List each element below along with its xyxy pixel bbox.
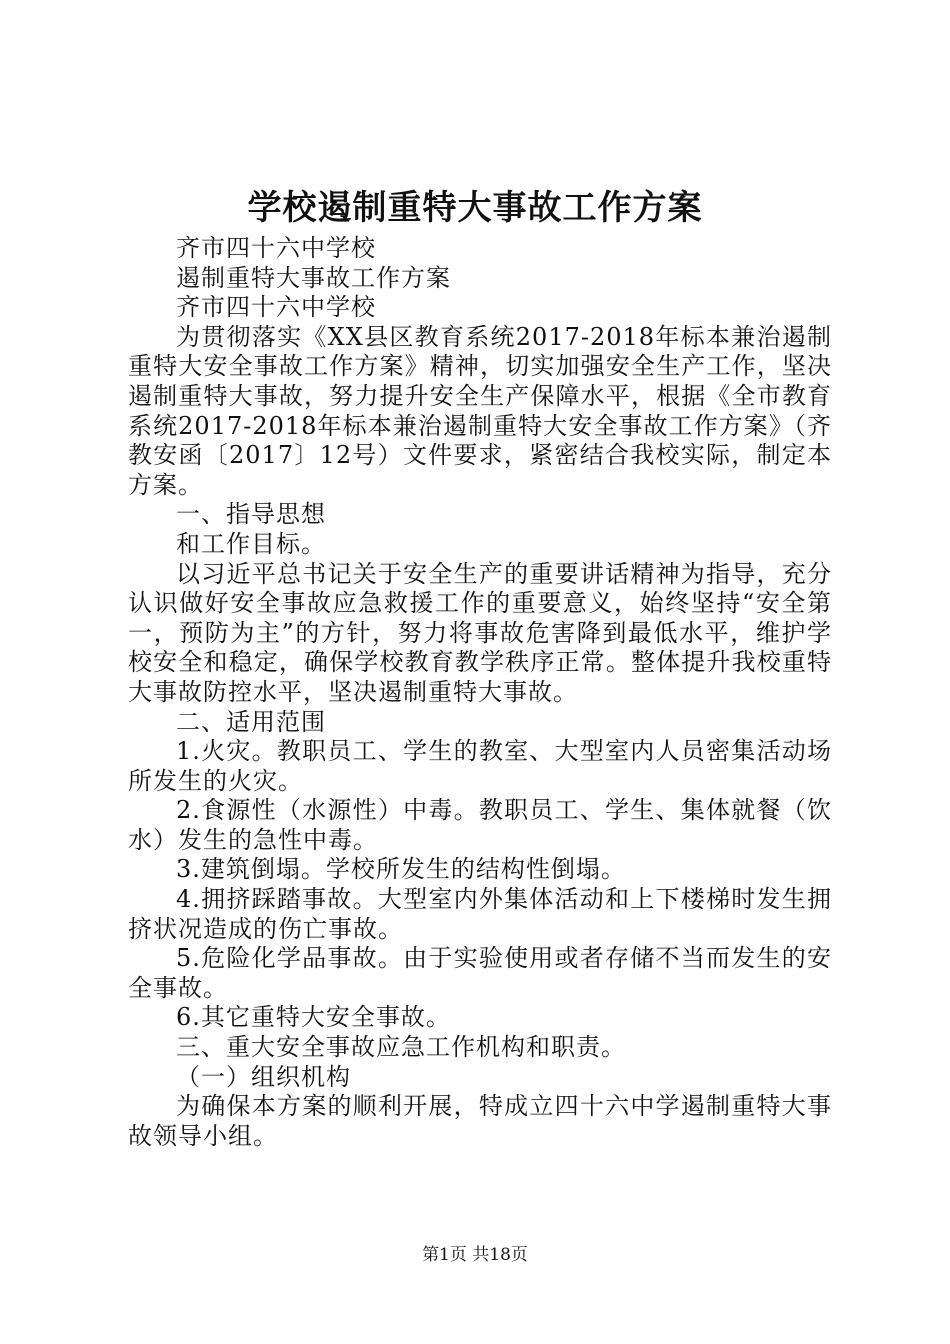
list-item: 6.其它重特大安全事故。 xyxy=(176,1003,451,1032)
paragraph: 齐市四十六中学校 xyxy=(176,234,376,262)
list-item: 4.拥挤踩踏事故。大型室内外集体活动和上下楼梯时发生拥挤状况造成的伤亡事故。 xyxy=(128,885,832,943)
list-item: 5.危险化学品事故。由于实验使用或者存储不当而发生的安全事故。 xyxy=(128,944,832,1002)
section-heading: 一、指导思想 xyxy=(176,500,326,529)
paragraph: 以习近平总书记关于安全生产的重要讲话精神为指导，充分认识做好安全事故应急救援工作的重要意义，始终坚持“安全第一，预防为主”的方针，努力将事故危害降到最低水平，维护学校安全和稳定，确保学校教育教学秩序正常。整体提升我校重特大事故防控水平，坚决遏制重特大事故。 xyxy=(128,559,832,706)
section-heading: 三、重大安全事故应急工作机构和职责。 xyxy=(176,1033,626,1062)
paragraph: 为确保本方案的顺利开展，特成立四十六中学遏制重特大事故领导小组。 xyxy=(128,1092,832,1150)
section-heading: 二、适用范围 xyxy=(176,707,326,736)
paragraph: 为贯彻落实《XX县区教育系统2017-2018年标本兼治遏制重特大安全事故工作方案》精神，切实加强安全生产工作，坚决遏制重特大事故，努力提升安全生产保障水平，根据《全市教育系统2017-2018年标本兼治遏制重特大安全事故工作方案》（齐教安函〔2017〕12号）文件要求，紧密结合我校实际，制定本方案。 xyxy=(128,322,832,499)
list-item: 2.食源性（水源性）中毒。教职员工、学生、集体就餐（饮水）发生的急性中毒。 xyxy=(128,796,832,854)
paragraph: 遏制重特大事故工作方案 xyxy=(176,263,451,292)
paragraph: 齐市四十六中学校 xyxy=(176,293,376,322)
list-item: 3.建筑倒塌。学校所发生的结构性倒塌。 xyxy=(176,855,626,884)
document-body xyxy=(128,234,832,1151)
page-footer: 第1页 共18页 xyxy=(422,1245,528,1265)
list-item: 1.火灾。教职员工、学生的教室、大型室内人员密集活动场所发生的火灾。 xyxy=(128,737,832,795)
paragraph: 和工作目标。 xyxy=(176,529,326,558)
document-title: 学校遏制重特大事故工作方案 xyxy=(247,188,703,228)
subsection-heading: （一）组织机构 xyxy=(176,1062,351,1091)
